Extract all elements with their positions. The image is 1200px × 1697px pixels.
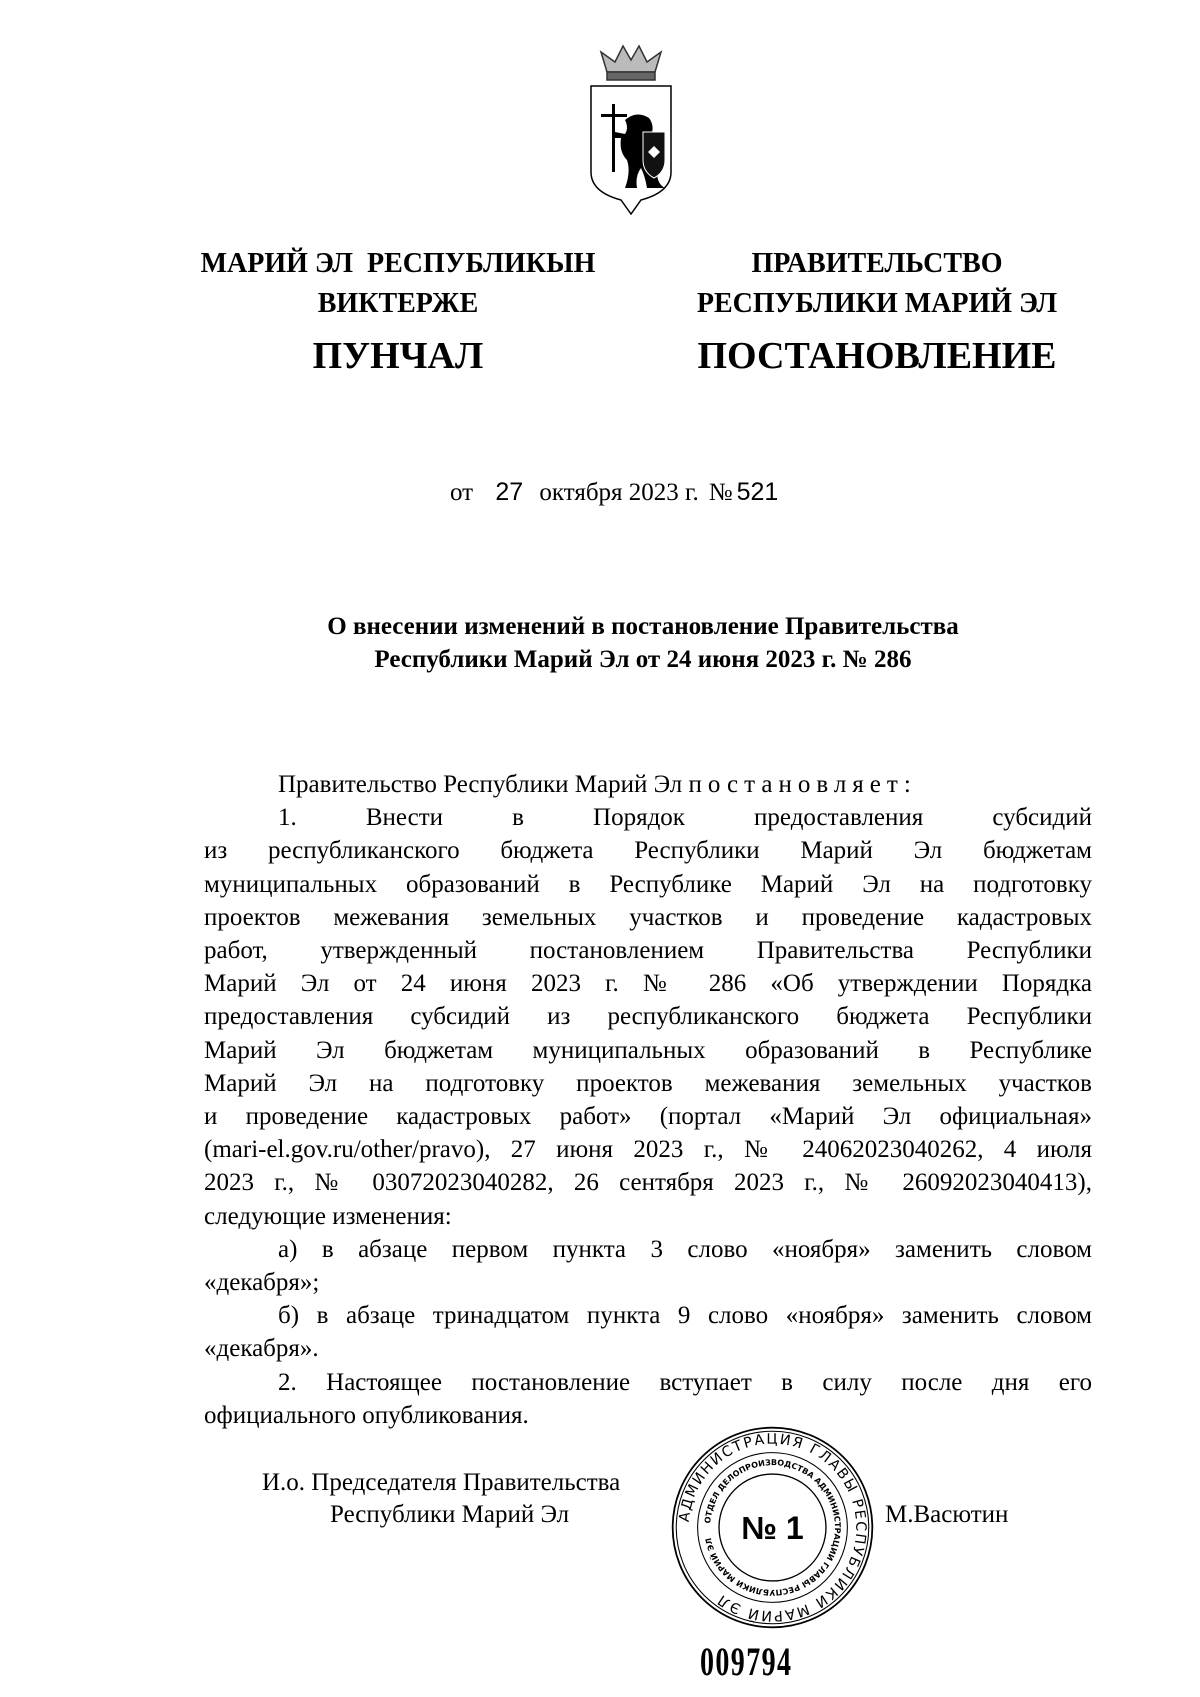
body-line: «декабря». xyxy=(204,1335,319,1363)
header-left-line2: ВИКТЕРЖЕ xyxy=(317,288,479,319)
body-line: б) в абзаце тринадцатом пункта 9 слово «ноября» заменить словом xyxy=(278,1302,1092,1330)
body-line: предоставления субсидий из республиканского бюджета Республики xyxy=(204,1003,1092,1031)
stamp-serial-number: 009794 xyxy=(700,1639,793,1684)
body-line: из республиканского бюджета Республики Марий Эл бюджетам xyxy=(204,837,1092,865)
document-body xyxy=(204,768,1092,1432)
body-line: 2023 г., № 03072023040282, 26 сентября 2023 г., № 26092023040413), xyxy=(204,1169,1092,1197)
intro-text: Правительство Республики Марий Эл xyxy=(278,771,683,798)
number-label: № xyxy=(708,479,733,506)
body-line: и проведение кадастровых работ» (портал «Марий Эл официальная» xyxy=(204,1103,1092,1131)
header-right-line1: ПРАВИТЕЛЬСТВО xyxy=(751,248,1003,279)
document-date xyxy=(450,478,788,507)
signatory-position-line2: Республики Марий Эл xyxy=(330,1501,570,1528)
official-seal-stamp xyxy=(670,1425,875,1630)
body-line: работ, утвержденный постановлением Правительства Республики xyxy=(204,937,1092,965)
signatory-name: М.Васютин xyxy=(885,1501,1009,1528)
date-prefix: от xyxy=(450,479,474,506)
body-line: Марий Эл на подготовку проектов межевания земельных участков xyxy=(204,1069,1092,1097)
body-line: 1. Внести в Порядок предоставления субсидий xyxy=(278,804,1092,832)
document-title xyxy=(0,610,1200,676)
title-line1: О внесении изменений в постановление Правительства xyxy=(327,613,959,640)
header-left-line1: МАРИЙ ЭЛ РЕСПУБЛИКЫН xyxy=(200,248,596,279)
body-line: 2. Настоящее постановление вступает в силу после дня его xyxy=(278,1368,1092,1396)
signatory-position-line1: И.о. Председателя Правительства xyxy=(262,1469,621,1496)
body-line: (mari-el.gov.ru/other/pravo), 27 июня 2023 г., № 24062023040262, 4 июля xyxy=(204,1136,1092,1164)
body-intro xyxy=(204,768,1092,801)
intro-verb: постановляет: xyxy=(688,771,917,798)
body-line: следующие изменения: xyxy=(204,1202,452,1230)
crown-icon xyxy=(601,46,661,80)
body-line: «декабря»; xyxy=(204,1269,320,1297)
body-line: официального опубликования. xyxy=(204,1401,529,1429)
body-line: Марий Эл бюджетам муниципальных образований в Республике xyxy=(204,1036,1092,1064)
header-right xyxy=(697,244,1057,382)
header-right-doc-type: ПОСТАНОВЛЕНИЕ xyxy=(697,335,1057,377)
body-line: проектов межевания земельных участков и проведение кадастровых xyxy=(204,903,1092,931)
date-day: 27 xyxy=(495,478,524,506)
header-left-doc-type: ПУНЧАЛ xyxy=(312,335,484,377)
stamp-center-number: № 1 xyxy=(741,1510,804,1547)
body-line: а) в абзаце первом пункта 3 слово «ноября» заменить словом xyxy=(278,1235,1092,1263)
stamp-inner-text: ОТДЕЛ ДЕЛОПРОИЗВОДСТВА АДМИНИСТРАЦИИ ГЛАВЫ РЕСПУБЛИКИ МАРИЙ ЭЛ xyxy=(703,1458,842,1597)
title-line2: Республики Марий Эл от 24 июня 2023 г. № 286 xyxy=(374,646,912,673)
coat-of-arms-emblem xyxy=(585,42,677,217)
document-number: 521 xyxy=(736,478,779,506)
header-left xyxy=(201,244,596,382)
body-line: муниципальных образований в Республике Марий Эл на подготовку xyxy=(204,870,1092,898)
stamp-outer-text: АДМИНИСТРАЦИЯ ГЛАВЫ РЕСПУБЛИКИ МАРИЙ ЭЛ xyxy=(676,1431,869,1624)
date-month-year: октября 2023 г. xyxy=(539,479,699,506)
header-right-line2: РЕСПУБЛИКИ МАРИЙ ЭЛ xyxy=(696,288,1058,319)
body-line: Марий Эл от 24 июня 2023 г. № 286 «Об утверждении Порядка xyxy=(204,970,1092,998)
